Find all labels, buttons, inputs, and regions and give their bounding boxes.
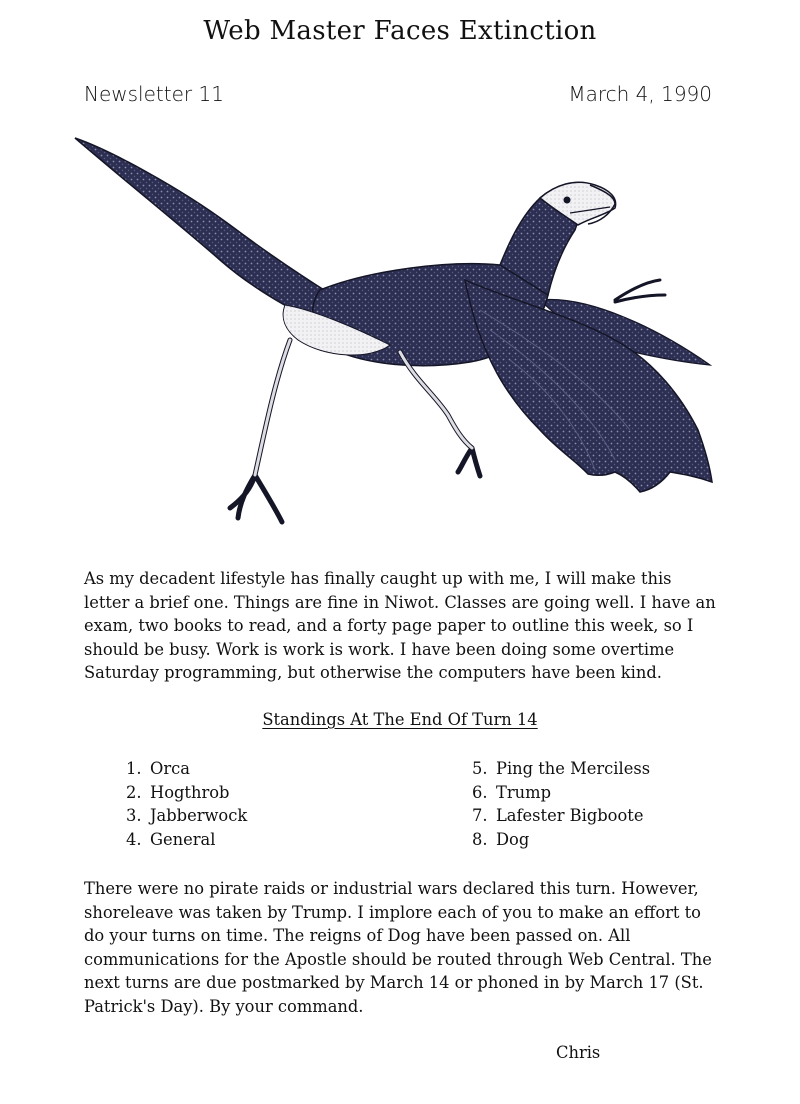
claw	[615, 280, 665, 302]
list-item: 6. Trump	[472, 782, 551, 802]
standings-list-left	[126, 757, 247, 851]
list-item: 1. Orca	[126, 759, 190, 778]
list-item: 3. Jabberwock	[126, 806, 248, 826]
list-item: 8. Dog	[472, 829, 530, 849]
newsletter-issue: Newsletter 11	[84, 82, 224, 106]
list-item: 5. Ping the Merciless	[472, 759, 651, 778]
standings-list-right	[472, 757, 650, 851]
raptor-dinosaur-icon	[70, 130, 730, 540]
list-item: 4. General	[126, 829, 216, 849]
turn-report-paragraph: There were no pirate raids or industrial wars declared this turn. However, shoreleave was taken by Trump. I implore each of you to make an effort to do your turns on time. The reigns of Dog have been passed on. All communications for the Apostle should be routed through Web Central. The next turns are due postmarked by March 14 or phoned in by March 17 (St. Patrick's Day). By your command.	[84, 879, 712, 1016]
signature: Chris	[556, 1043, 601, 1062]
standings-heading: Standings At The End Of Turn 14	[262, 710, 538, 729]
list-item: 7. Lafester Bigboote	[472, 806, 644, 826]
newsletter-date: March 4, 1990	[568, 82, 712, 106]
eye	[564, 197, 571, 204]
list-item: 2. Hogthrob	[126, 782, 230, 802]
newsletter-title: Web Master Faces Extinction	[203, 16, 597, 46]
intro-paragraph: As my decadent lifestyle has finally caught up with me, I will make this letter a brief one. Things are fine in Niwot. Classes are going well. I have an exam, two books to read, and a forty page paper to outline this week, so I should be busy. Work is work is work. I have been doing some overtime Saturday programming, but otherwise the computers have been kind.	[84, 569, 716, 683]
tail	[75, 138, 346, 335]
